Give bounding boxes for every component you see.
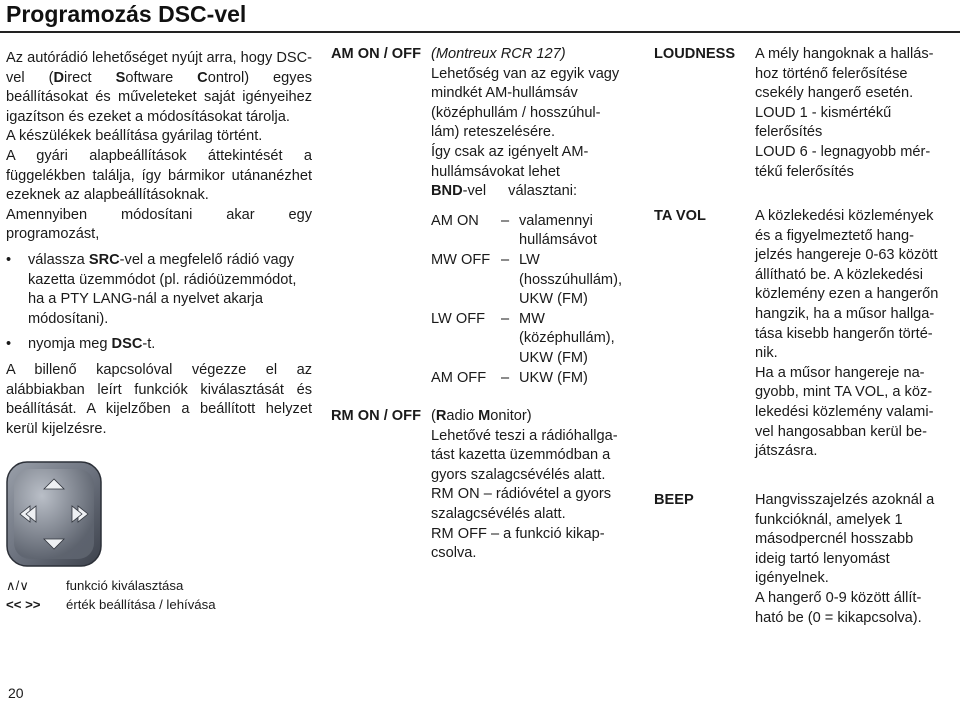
beep-line: ható be (0 = kikapcsolva).	[755, 609, 922, 626]
beep-line: ideig tartó lenyomást	[755, 550, 890, 567]
modify-text: Amennyiben módosítani akar egy programozást,	[6, 206, 312, 243]
beep-line: igényelnek.	[755, 570, 829, 587]
page-title: Programozás DSC-vel	[6, 1, 247, 27]
loudness-line: LOUD 1 - kismértékű	[755, 104, 892, 121]
loudness-line: A mély hangoknak a hallás-	[755, 46, 934, 62]
page-number: 20	[8, 685, 24, 701]
am-option-row: hullámsávot	[519, 232, 597, 249]
ta-vol-line: gyobb, mint TA VOL, a köz-	[755, 384, 933, 401]
am-option-row: MW OFF – LW	[431, 251, 540, 268]
am-model-text: (Montreux RCR 127)	[431, 46, 566, 62]
ta-vol-section	[755, 207, 960, 462]
am-option-row: UKW (FM)	[519, 349, 588, 366]
rm-line: szalagcsévélés alatt.	[431, 505, 566, 522]
ta-vol-line: és a figyelmeztető hang-	[755, 227, 914, 244]
beep-line: Hangvisszajelzés azoknál a	[755, 492, 935, 508]
intro-paragraph: Az autórádió lehetőséget nyújt arra, hogy DSC-vel (Direct Software Control) egyes beállításokat és műveleteket saját igényeihez igazítson és ezeket a módosításokat tárolja.	[6, 50, 312, 125]
am-line: (középhullám / hosszúhul-	[431, 104, 601, 121]
ta-vol-line: közlemény ezen a hangerőn	[755, 286, 939, 303]
up-down-symbol: ∧/∨	[6, 578, 29, 593]
loudness-section	[755, 45, 960, 182]
rm-on-off-section	[431, 407, 646, 564]
ta-vol-line: vel hangosabban kerül be-	[755, 423, 928, 440]
ta-vol-line: tása kisebb hangerőn törté-	[755, 325, 933, 342]
am-option-row: AM ON – valamennyi	[431, 212, 593, 229]
loudness-line: csekély hangerő esetén.	[755, 85, 914, 102]
rm-line: Lehetővé teszi a rádióhallga-	[431, 427, 618, 444]
am-line: Lehetőség van az egyik vagy	[431, 65, 620, 82]
am-option-row: AM OFF – UKW (FM)	[431, 369, 588, 386]
beep-line: A hangerő 0-9 között állít-	[755, 589, 922, 606]
beep-line: funkcióknál, amelyek 1	[755, 511, 903, 528]
rm-on-off-label: RM ON / OFF	[331, 408, 421, 424]
rocker-switch-icon	[6, 461, 102, 567]
ta-vol-line: állítható be. A közlekedési	[755, 266, 923, 283]
bullet-press-dsc: • nyomja meg DSC-t.	[6, 335, 312, 355]
legend-row-value	[6, 595, 316, 614]
ta-vol-line: hangzik, ha a műsor hallga-	[755, 305, 935, 322]
ta-vol-line: játszásra.	[755, 443, 818, 460]
rm-line: tást kazetta üzemmódban a	[431, 447, 611, 464]
left-right-symbol: << >>	[6, 597, 41, 612]
loudness-line: tékű felerősítés	[755, 163, 854, 180]
am-line: hullámsávokat lehet	[431, 163, 560, 180]
legend-row-select	[6, 576, 316, 595]
title-rule	[0, 31, 960, 33]
am-option-row: UKW (FM)	[519, 291, 588, 308]
am-options-table	[431, 212, 646, 388]
beep-label: BEEP	[654, 492, 694, 508]
am-line: Így csak az igényelt AM-	[431, 143, 589, 160]
bullet-select-source: • válassza SRC-vel a megfelelő rádió vagy kazetta üzemmódot (pl. rádióüzemmódot, ha a PTY LANG-nál a nyelvet akarja módosítani).	[6, 251, 297, 327]
loudness-line: LOUD 6 - legnagyobb mér-	[755, 143, 931, 160]
am-on-off-section	[431, 45, 646, 388]
rm-line: RM ON – rádióvétel a gyors	[431, 486, 612, 503]
rm-line: RM OFF – a funkció kikap-	[431, 525, 605, 542]
am-line: mindkét AM-hullámsáv	[431, 85, 578, 102]
rm-line: csolva.	[431, 545, 477, 562]
appendix-text: A gyári alapbeállítások áttekintését a függelékben találja, így bármikor utánanézhet ezeknek az alapbeállításoknak.	[6, 147, 312, 204]
rocker-switch-text: A billenő kapcsolóval végezze el az alábbiakban leírt funkciók kiválasztását és beállítását. A kijelzőben a beállított helyzet kerül kijelzésre.	[6, 361, 312, 437]
loudness-line: felerősítés	[755, 124, 823, 141]
rm-line: gyors szalagcsévélés alatt.	[431, 466, 606, 483]
ta-vol-line: Ha a műsor hangereje na-	[755, 364, 925, 381]
am-option-row: (hosszúhullám),	[519, 271, 623, 288]
ta-vol-line: lekedési közlemény valami-	[755, 403, 934, 420]
beep-line: másodpercnél hosszabb	[755, 531, 914, 548]
factory-setting-text: A készülékek beállítása gyárilag történt.	[6, 128, 263, 145]
am-on-off-label: AM ON / OFF	[331, 46, 421, 62]
loudness-line: hoz történő felerősítése	[755, 65, 908, 82]
intro-column	[6, 49, 312, 439]
bullet-dot: •	[6, 336, 12, 353]
ta-vol-line: nik.	[755, 345, 778, 362]
am-option-row: LW OFF – MW	[431, 310, 545, 327]
legend-text: érték beállítása / lehívása	[66, 597, 216, 612]
ta-vol-line: A közlekedési közlemények	[755, 208, 934, 224]
am-option-row: (középhullám),	[519, 330, 615, 347]
rm-heading: (Radio Monitor)	[431, 408, 532, 424]
beep-section	[755, 491, 960, 628]
control-legend	[6, 576, 316, 614]
loudness-label: LOUDNESS	[654, 46, 736, 62]
legend-text: funkció kiválasztása	[66, 578, 184, 593]
ta-vol-label: TA VOL	[654, 208, 706, 224]
am-line: lám) reteszelésére.	[431, 124, 556, 141]
bullet-dot: •	[6, 251, 12, 268]
am-line: BND-vel választani:	[431, 183, 578, 200]
ta-vol-line: jelzés hangereje 0-63 között	[755, 247, 938, 264]
